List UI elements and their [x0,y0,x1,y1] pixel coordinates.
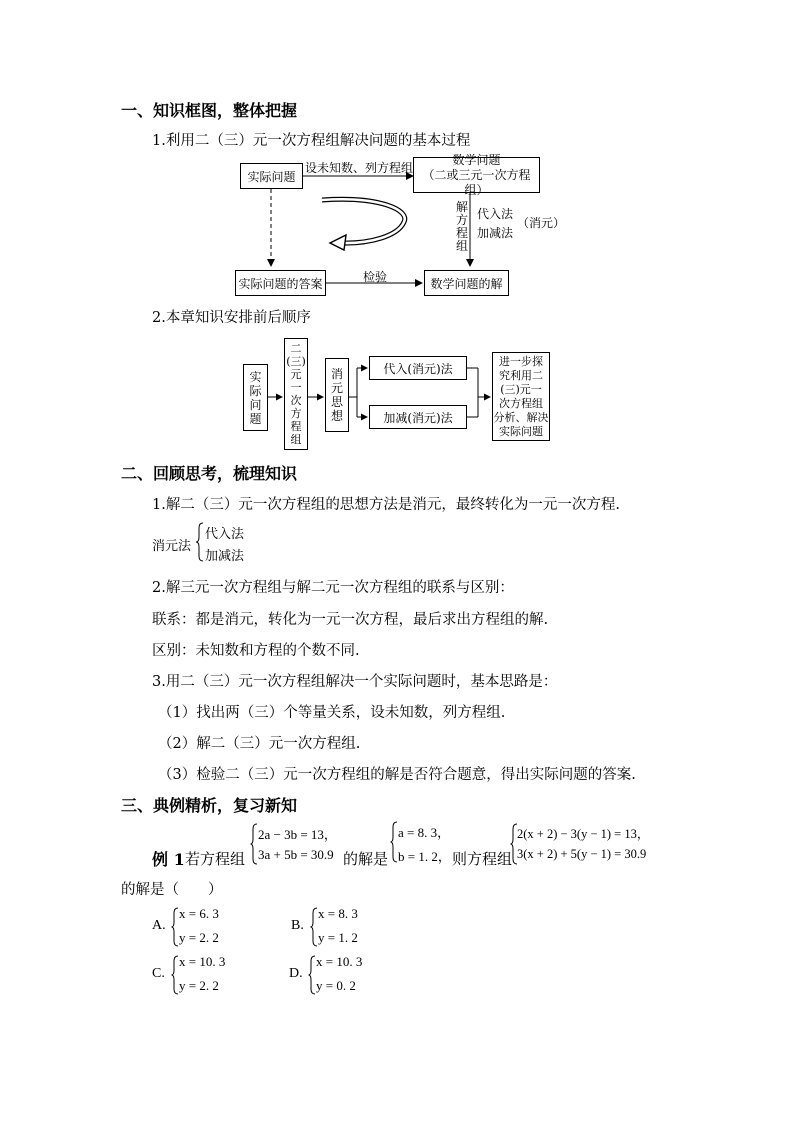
option-c-label: C. [152,966,165,981]
section1-subheading-2: 2.本章知识安排前后顺序 [152,310,311,326]
section2-connection: 联系：都是消元，转化为一元一次方程，最后求出方程组的解. [152,612,549,628]
system2-line2: 3(x + 2) + 5(y − 1) = 30.9 [517,847,647,861]
system2-line1: 2(x + 2) − 3(y − 1) = 13， [517,827,650,841]
example-text-2: 的解是 [343,850,389,868]
option-b-brace [310,907,318,947]
option-b-label: B. [291,918,304,933]
section2-step-2: （2）解二（三）元一次方程组. [158,736,361,752]
section2-step-3: （3）检验二（三）元一次方程组的解是否符合题意，得出实际问题的答案. [158,767,636,783]
box-math-problem [413,152,540,197]
box-elimination-idea-vertical: 消 元 思 想 [325,358,349,432]
section2-point-2: 2.解三元一次方程组与解二元一次方程组的联系与区别： [152,580,514,596]
box-linear-systems-vertical: 二 (三) 元 一 次 方 程 组 [284,338,308,450]
solution1-line2: b = 1. 2， [398,849,451,864]
option-d-line1: x = 10. 3 [316,954,363,969]
section1-subheading-1: 1.利用二（三）元一次方程组解决问题的基本过程 [152,133,471,149]
box-math-solution: 数学问题的解 [424,270,509,296]
box-further-study: 进一步探 究利用二 (三)元一 次方程组 分析、解决 实际问题 [492,352,550,441]
box-practical-problem-vertical: 实 际 问 题 [243,364,268,431]
label-substitution: 代入法 [477,207,514,221]
section2-point-3: 3.用二（三）元一次方程组解决一个实际问题时，基本思路是： [152,674,558,690]
system1-line2: 3a + 5b = 30.9 [258,847,334,862]
elimination-method-1: 代入法 [205,527,245,542]
curved-arrow-inner [322,199,405,243]
flowchart-chapter-lines [0,330,794,450]
option-c-line2: y = 2. 2 [179,978,219,993]
elimination-label: 消元法 [152,539,192,554]
elimination-method-2: 加减法 [205,549,245,564]
option-a-label: A. [152,918,166,933]
label-set-unknowns: 设未知数、列方程组 [305,161,414,175]
option-a-line2: y = 2. 2 [179,930,219,945]
option-a-line1: x = 6. 3 [179,906,219,921]
label-solve-system: 解 方 程 组 [456,200,469,253]
example-text-3: 则方程组 [452,850,513,868]
option-d-label: D. [289,966,303,981]
example-text-1: 若方程组 [185,850,246,868]
math-problem-line1: 数学问题 [452,152,501,167]
flowchart-process-lines [0,0,794,310]
section2-step-1: （1）找出两（三）个等量关系，设未知数，列方程组. [158,705,506,721]
system1-line1: 2a − 3b = 13， [258,827,337,842]
label-check: 检验 [363,270,388,284]
option-b-line2: y = 1. 2 [318,930,358,945]
section2-heading: 二、回顾思考，梳理知识 [121,464,298,483]
option-b-line1: x = 8. 3 [318,906,358,921]
box-practical-problem: 实际问题 [240,163,303,189]
box-practical-answer: 实际问题的答案 [235,270,326,296]
option-c-brace [171,955,179,995]
solution1-brace [390,821,398,863]
box-substitution-method: 代入(消元)法 [369,356,467,380]
section2-difference: 区别：未知数和方程的个数不同. [152,643,360,659]
label-addition: 加减法 [477,226,514,240]
box-addition-method: 加减(消元)法 [369,405,467,429]
math-problem-line2: （二或三元一次方程组） [422,167,531,197]
example-label: 例 1 [152,850,185,869]
curved-arrow-head [330,235,346,250]
option-a-brace [171,907,179,947]
section2-point-1: 1.解二（三）元一次方程组的思想方法是消元，最终转化为一元一次方程. [152,497,620,513]
elimination-brace [195,522,205,562]
option-d-line2: y = 0. 2 [316,978,356,993]
system1-brace [250,823,258,865]
label-elimination: （消元） [517,216,566,230]
option-d-brace [308,955,316,995]
section1-heading: 一、知识框图，整体把握 [121,101,298,120]
example-text-4: 的解是（ ） [121,882,223,898]
option-c-line1: x = 10. 3 [179,954,226,969]
section3-heading: 三、典例精析，复习新知 [121,796,298,815]
solution1-line1: a = 8. 3， [398,825,451,840]
